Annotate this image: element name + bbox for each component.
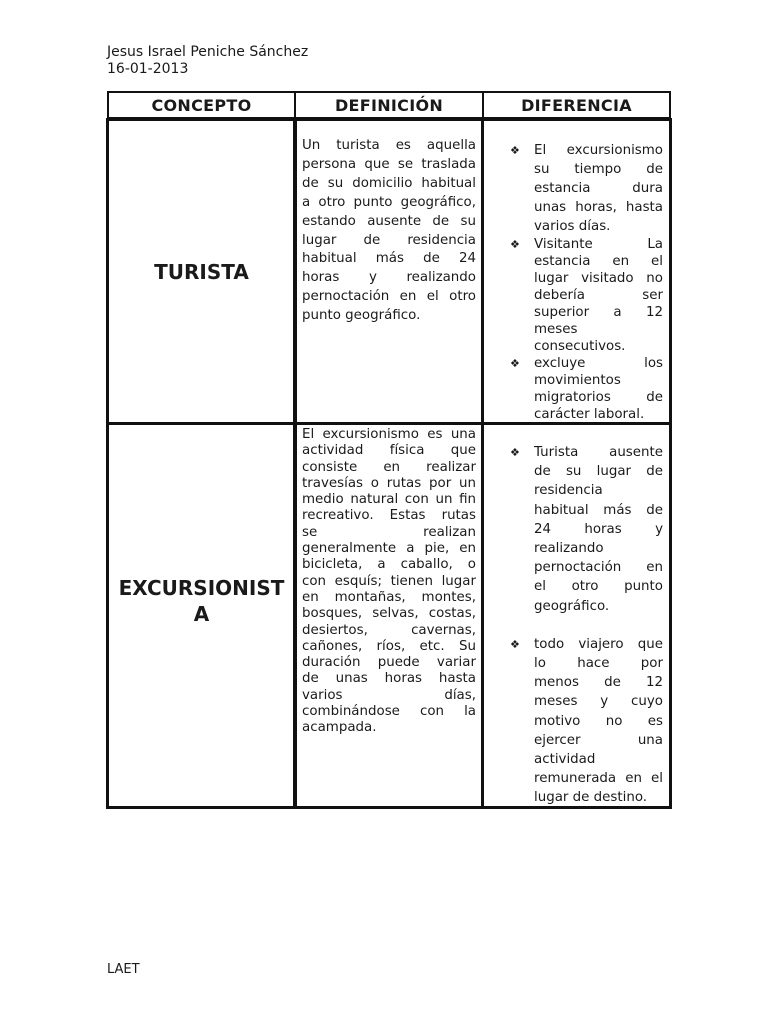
document-date: 16-01-2013 [107, 61, 189, 77]
diamond-bullet-icon: ❖ [510, 446, 520, 459]
definition-line: generalmente a pie, en [302, 541, 476, 557]
concept-cell-turista [106, 118, 297, 425]
definition-line: en montañas, montes, [302, 589, 476, 605]
definition-line: de unas horas hasta [302, 671, 476, 687]
concept-cell-excursionista [106, 422, 297, 809]
definition-line: con esquís; tienen lugar [302, 573, 476, 589]
column-header-concepto: CONCEPTO [107, 91, 296, 119]
column-header-diferencia: DIFERENCIA [482, 91, 671, 119]
definition-line: El excursionismo es una [302, 427, 476, 442]
definition-line: cañones, ríos, etc. Su [302, 638, 476, 654]
definition-line: bicicleta, a caballo, o [302, 557, 476, 573]
definition-line: a otro punto geográfico, [302, 194, 476, 210]
definition-line: lugar de residencia [302, 232, 476, 248]
definition-line: persona que se traslada [302, 156, 476, 172]
definition-line: duración puede variar [302, 655, 476, 671]
difference-item: ❖ todo viajero que lo hace por menos de 12 meses y cuyo motivo no es ejercer una actividad remunerada en el lugar de destino. [510, 636, 663, 806]
author-name: Jesus Israel Peniche Sánchez [107, 44, 309, 60]
diamond-bullet-icon: ❖ [510, 238, 520, 251]
definition-line: acampada. [302, 720, 377, 736]
definition-line: recreativo. Estas rutas [302, 508, 476, 524]
definition-cell-turista [293, 118, 484, 425]
definition-line: desiertos, cavernas, [302, 622, 476, 638]
column-header-definicion: DEFINICIÓN [294, 91, 484, 119]
footer-initials: LAET [107, 962, 140, 977]
definition-line: actividad física que [302, 443, 476, 459]
definition-line: medio natural con un fin [302, 492, 476, 508]
concept-label: EXCURSIONIST [118, 575, 285, 600]
difference-item: ❖ El excursionismo su tiempo de estancia dura unas horas, hasta varios días. [510, 143, 663, 234]
definition-line: travesías o rutas por un [302, 475, 476, 491]
definition-cell-excursionista [293, 422, 484, 809]
diamond-bullet-icon: ❖ [510, 357, 520, 370]
definition-line: Un turista es aquella [302, 138, 476, 153]
difference-cell-turista [481, 118, 672, 425]
difference-item: ❖ excluye los movimientos migratorios de carácter laboral. [510, 356, 663, 422]
definition-line: de su domicilio habitual [302, 175, 476, 191]
definition-line: horas y realizando [302, 270, 476, 286]
concept-label: A [193, 601, 210, 626]
definition-line: habitual más de 24 [302, 251, 476, 267]
definition-line: punto geográfico. [302, 308, 421, 324]
difference-item: ❖ Visitante La estancia en el lugar visitado no debería ser superior a 12 meses consecutivos. [510, 237, 663, 354]
difference-cell-excursionista [481, 422, 672, 809]
diamond-bullet-icon: ❖ [510, 144, 520, 157]
definition-line: se realizan [302, 524, 476, 540]
definition-line: estando ausente de su [302, 213, 476, 229]
definition-line: combinándose con la [302, 704, 476, 720]
definition-line: pernoctación en el otro [302, 289, 476, 305]
definition-line: bosques, selvas, costas, [302, 606, 476, 622]
definition-line: varios días, [302, 687, 476, 703]
definition-line: consiste en realizar [302, 459, 476, 475]
concept-label: TURISTA [154, 259, 249, 284]
diamond-bullet-icon: ❖ [510, 637, 520, 651]
difference-item: ❖ Turista ausente de su lugar de residencia habitual más de 24 horas y realizando pernoctación en el otro punto geográfico. [510, 445, 663, 614]
document-header [107, 44, 308, 78]
